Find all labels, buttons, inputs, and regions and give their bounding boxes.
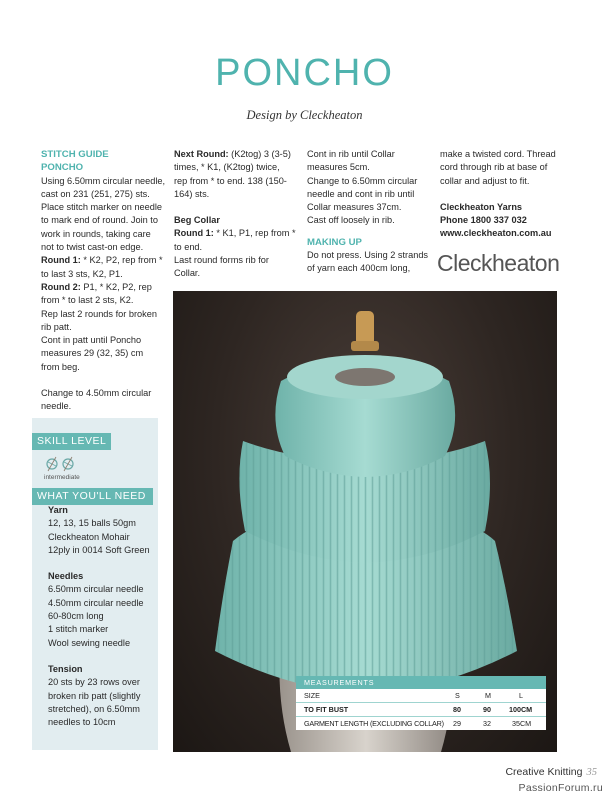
table-cell: 32: [483, 719, 491, 728]
poncho-subheading: PONCHO: [41, 162, 84, 174]
skill-level-heading: SKILL LEVEL: [32, 433, 111, 450]
text-line: to end.: [174, 241, 203, 252]
text-line: cord through rib at base of: [440, 162, 548, 173]
text-line: Collar.: [174, 268, 201, 279]
text-line: cast on 231 (251, 275) sts.: [41, 188, 150, 199]
making-up-heading: MAKING UP: [307, 236, 362, 248]
text-line: P1, * K2, P2, rep: [80, 281, 152, 292]
making-up-column: [307, 148, 435, 276]
company-website[interactable]: www.cleckheaton.com.au: [440, 228, 552, 239]
table-cell: 80: [453, 705, 461, 714]
tension-label: Tension: [48, 663, 83, 674]
text-line: needle.: [41, 401, 72, 412]
company-phone: Phone 1800 337 032: [440, 215, 527, 226]
contact-column: [440, 148, 580, 241]
text-line: to mark end of round. Join to: [41, 215, 158, 226]
measurements-table: [296, 676, 546, 730]
text-line: 12, 13, 15 balls 50gm: [48, 518, 136, 529]
text-line: Last round forms rib for: [174, 255, 269, 266]
text-line: 12ply in 0014 Soft Green: [48, 544, 150, 555]
text-line: measures 5cm.: [307, 162, 370, 173]
stitch-guide-heading: STITCH GUIDE: [41, 149, 109, 160]
text-line: 6.50mm circular needle: [48, 584, 144, 595]
table-cell: M: [485, 691, 491, 700]
text-line: (K2tog) 3 (3-5): [228, 149, 291, 159]
text-line: needles to 10cm: [48, 717, 116, 728]
cleckheaton-logo: Cleckheaton: [437, 250, 560, 276]
page-title: PONCHO: [215, 52, 394, 94]
text-line: from * to last 2 sts, K2.: [41, 295, 134, 306]
text-line: times, * K1, (K2tog) twice,: [174, 162, 280, 173]
skill-level-value: intermediate: [44, 474, 80, 481]
text-line: make a twisted cord. Thread: [440, 149, 556, 159]
text-line: measures 29 (32, 35) cm: [41, 348, 144, 359]
text-line: of yarn each 400cm long,: [307, 263, 411, 274]
text-line: 4.50mm circular needle: [48, 597, 144, 608]
table-cell: L: [519, 691, 523, 700]
bust-label: TO FIT BUST: [304, 705, 349, 714]
yarn-label: Yarn: [48, 505, 68, 515]
page-footer: [505, 766, 597, 778]
what-you-need-heading: WHAT YOU'LL NEED: [32, 488, 153, 505]
text-line: Using 6.50mm circular needle,: [41, 175, 166, 186]
text-line: Place stitch marker on needle: [41, 202, 163, 213]
measurements-heading: MEASUREMENTS: [296, 676, 546, 689]
table-cell: 90: [483, 705, 491, 714]
length-label: GARMENT LENGTH (EXCLUDING COLLAR): [304, 719, 444, 728]
text-line: to last 3 sts, K2, P1.: [41, 268, 123, 279]
round-label: Round 1:: [41, 255, 81, 266]
text-line: Rep last 2 rounds for broken: [41, 308, 157, 319]
text-line: Wool sewing needle: [48, 637, 131, 648]
materials-list: [48, 504, 156, 729]
text-line: * K1, P1, rep from *: [213, 228, 296, 239]
table-cell: 29: [453, 719, 461, 728]
round-label: Round 2:: [41, 281, 81, 292]
stitch-guide-column: [41, 148, 166, 414]
page-number: 35: [586, 767, 597, 778]
text-line: not to twist cast-on edge.: [41, 242, 144, 253]
round-label: Round 1:: [174, 228, 214, 239]
text-line: 164) sts.: [174, 188, 210, 199]
text-line: stretched), on 6.50mm: [48, 703, 140, 714]
text-line: from beg.: [41, 361, 80, 372]
text-line: Cont in patt until Poncho: [41, 335, 142, 346]
needles-label: Needles: [48, 571, 84, 582]
table-row: [296, 689, 546, 703]
designer-credit: Design by Cleckheaton: [246, 108, 363, 122]
text-line: Cont in rib until Collar: [307, 149, 395, 159]
text-line: rib patt.: [41, 321, 72, 332]
size-label: SIZE: [304, 691, 320, 700]
text-line: Collar measures 37cm.: [307, 202, 402, 213]
text-line: 20 sts by 23 rows over: [48, 677, 140, 688]
collar-column: [174, 148, 299, 281]
table-cell: S: [455, 691, 460, 700]
text-line: 1 stitch marker: [48, 624, 109, 635]
text-line: Do not press. Using 2 strands: [307, 250, 429, 261]
text-line: Cleckheaton Mohair: [48, 531, 130, 542]
text-line: rep from * to end. 138 (150-: [174, 175, 287, 186]
magazine-name: Creative Knitting: [505, 766, 583, 778]
text-line: * K2, P2, rep from *: [80, 255, 163, 266]
text-line: work in rounds, taking care: [41, 228, 151, 239]
text-line: collar and adjust to fit.: [440, 175, 530, 186]
table-cell: 35CM: [512, 719, 532, 728]
watermark: PassionForum.ru: [518, 782, 603, 794]
company-name: Cleckheaton Yarns: [440, 201, 523, 212]
text-line: Change to 6.50mm circular: [307, 175, 418, 186]
table-row: [296, 703, 546, 717]
table-cell: 100CM: [509, 705, 533, 714]
beg-collar-heading: Beg Collar: [174, 215, 220, 226]
text-line: Change to 4.50mm circular: [41, 388, 152, 399]
text-line: Cast off loosely in rib.: [307, 215, 395, 226]
text-line: needle and cont in rib until: [307, 188, 415, 199]
round-label: Next Round:: [174, 149, 229, 159]
table-row: [296, 717, 546, 730]
text-line: broken rib patt (slightly: [48, 690, 141, 701]
text-line: 60-80cm long: [48, 611, 104, 622]
